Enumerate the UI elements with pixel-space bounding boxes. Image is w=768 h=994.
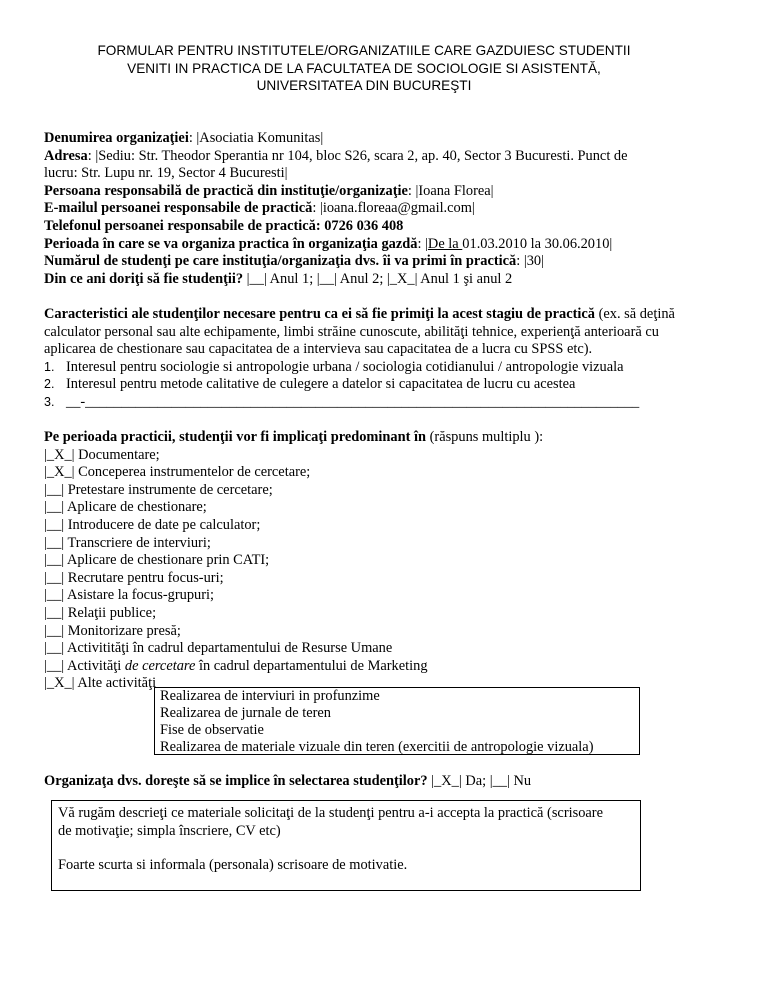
org-details bbox=[44, 130, 628, 288]
selection-row bbox=[44, 773, 531, 791]
other-activity-line: Realizarea de interviuri in profunzime bbox=[160, 688, 380, 704]
characteristics-hint: (ex. să deţină bbox=[594, 306, 675, 322]
materials-question-cont: de motivaţie; simpla înscriere, CV etc) bbox=[58, 823, 281, 839]
activities-section bbox=[44, 429, 543, 693]
activity-item: |__| Aplicare de chestionare; bbox=[44, 499, 207, 516]
marketing-post: în cadrul departamentului de Marketing bbox=[195, 657, 428, 674]
list-item bbox=[44, 376, 675, 394]
activity-item: |_X_| Conceperea instrumentelor de cercetare; bbox=[44, 464, 311, 481]
activity-item: |_X_| Documentare; bbox=[44, 446, 160, 463]
activities-label: Pe perioada practicii, studenţii vor fi implicaţi predominant în bbox=[44, 429, 427, 445]
phone-row: Telefonul persoanei responsabile de practică: 0726 036 408 bbox=[44, 217, 404, 234]
selection-value: |_X_| Da; |__| Nu bbox=[427, 773, 532, 789]
characteristics-hint-line: calculator personal sau alte echipamente, limbi străine cunoscute, abilităţi tehnice, experienţă anterioară cu bbox=[44, 323, 659, 340]
address-row-continued: lucru: Str. Lupu nr. 19, Sector 4 Bucuresti| bbox=[44, 165, 288, 182]
form-title bbox=[44, 42, 684, 95]
student-year-row bbox=[44, 271, 628, 289]
activity-item-other: |_X_| Alte activităţi bbox=[44, 675, 157, 692]
list-number: 2. bbox=[44, 377, 55, 392]
list-text: Interesul pentru metode calitative de culegere a datelor si capacitatea de lucru cu acestea bbox=[66, 376, 576, 393]
materials-answer: Foarte scurta si informala (personala) scrisoare de motivatie. bbox=[58, 857, 408, 873]
characteristics-row bbox=[44, 306, 675, 324]
list-number: 1. bbox=[44, 359, 55, 374]
materials-box bbox=[51, 800, 641, 891]
characteristics-label: Caracteristici ale studenţilor necesare pentru ca ei să fie primiţi la acest stagiu de practică bbox=[44, 306, 595, 322]
title-line: VENITI IN PRACTICA DE LA FACULTATEA DE SOCIOLOGIE SI ASISTENTĂ, bbox=[127, 60, 601, 76]
student-year-label: Din ce ani doriţi să fie studenţii? bbox=[44, 270, 244, 287]
address-row bbox=[44, 148, 628, 166]
selection-label: Organizaţa dvs. doreşte să se implice în selectarea studenţilor? bbox=[44, 773, 428, 789]
period-row bbox=[44, 236, 628, 254]
marketing-italic: de cercetare bbox=[124, 657, 196, 674]
email-row bbox=[44, 200, 628, 218]
list-text: __-_____________________________________________________________________________ bbox=[66, 393, 640, 410]
activity-item: |__| Introducere de date pe calculator; bbox=[44, 516, 261, 533]
activity-item: |__| Monitorizare presă; bbox=[44, 622, 181, 639]
period-from: De la bbox=[427, 235, 463, 252]
address-label: Adresa bbox=[44, 147, 88, 164]
other-activity-line: Realizarea de jurnale de teren bbox=[160, 705, 331, 721]
period-label: Perioada în care se va organiza practica în organizaţia gazdă bbox=[44, 235, 418, 252]
student-count-row bbox=[44, 253, 628, 271]
activity-item: |__| Aplicare de chestionare prin CATI; bbox=[44, 552, 270, 569]
title-line: UNIVERSITATEA DIN BUCUREŞTI bbox=[256, 78, 472, 93]
activities-hint: (răspuns multiplu ): bbox=[426, 429, 544, 445]
student-count-value: : |30| bbox=[516, 253, 544, 270]
title-line: FORMULAR PENTRU INSTITUTELE/ORGANIZATIILE CARE GAZDUIESC STUDENTII bbox=[97, 43, 631, 58]
activity-item: |__| Pretestare instrumente de cercetare; bbox=[44, 481, 273, 498]
period-sep: : | bbox=[417, 235, 428, 252]
contact-value: : |Ioana Florea| bbox=[407, 182, 494, 199]
other-activity-line: Fise de observatie bbox=[160, 722, 264, 738]
activity-item: |__| Activitităţi în cadrul departamentului de Resurse Umane bbox=[44, 640, 393, 657]
student-year-value: |__| Anul 1; |__| Anul 2; |_X_| Anul 1 şi anul 2 bbox=[243, 270, 513, 287]
period-value: 01.03.2010 la 30.06.2010| bbox=[462, 235, 613, 252]
activity-item: |__| Recrutare pentru focus-uri; bbox=[44, 569, 224, 586]
activity-item: |__| Relaţii publice; bbox=[44, 604, 157, 621]
materials-question: Vă rugăm descrieţi ce materiale solicitaţi de la studenţi pentru a-i accepta la practică (scrisoare bbox=[58, 805, 603, 821]
email-label: E-mailul persoanei responsabile de practică bbox=[44, 200, 313, 217]
characteristics-hint-line: aplicarea de chestionare sau capacitatea de a intervieva sau capacitatea de a lucra cu SPSS etc). bbox=[44, 341, 593, 358]
list-text: Interesul pentru sociologie si antropologie urbana / sociologia cotidianului / antropologie vizuala bbox=[66, 358, 624, 375]
other-activity-line: Realizarea de materiale vizuale din teren (exercitii de antropologie vizuala) bbox=[160, 739, 594, 755]
contact-row bbox=[44, 183, 628, 201]
other-activities-box bbox=[154, 687, 640, 755]
org-name-label: Denumirea organizaţiei bbox=[44, 130, 189, 146]
activity-item: |__| Asistare la focus-grupuri; bbox=[44, 587, 215, 604]
email-value: : |ioana.floreaa@gmail.com| bbox=[312, 200, 475, 217]
list-item bbox=[44, 394, 675, 412]
activity-item-marketing bbox=[44, 658, 543, 676]
activities-row bbox=[44, 429, 543, 447]
contact-label: Persoana responsabilă de practică din instituţie/organizaţie bbox=[44, 182, 408, 199]
org-name-row bbox=[44, 130, 628, 148]
address-value: : |Sediu: Str. Theodor Sperantia nr 104, bloc S26, scara 2, ap. 40, Sector 3 Bucuresti. Punct de bbox=[87, 147, 628, 164]
activity-item: |__| Transcriere de interviuri; bbox=[44, 534, 211, 551]
marketing-pre: |__| Activităţi bbox=[44, 657, 125, 674]
student-count-label: Numărul de studenţi pe care instituţia/organizaţia dvs. îi va primi în practică bbox=[44, 253, 517, 270]
org-name-value: : |Asociatia Komunitas| bbox=[188, 130, 324, 146]
characteristics-section bbox=[44, 306, 675, 412]
list-number: 3. bbox=[44, 394, 55, 409]
list-item bbox=[44, 359, 675, 377]
